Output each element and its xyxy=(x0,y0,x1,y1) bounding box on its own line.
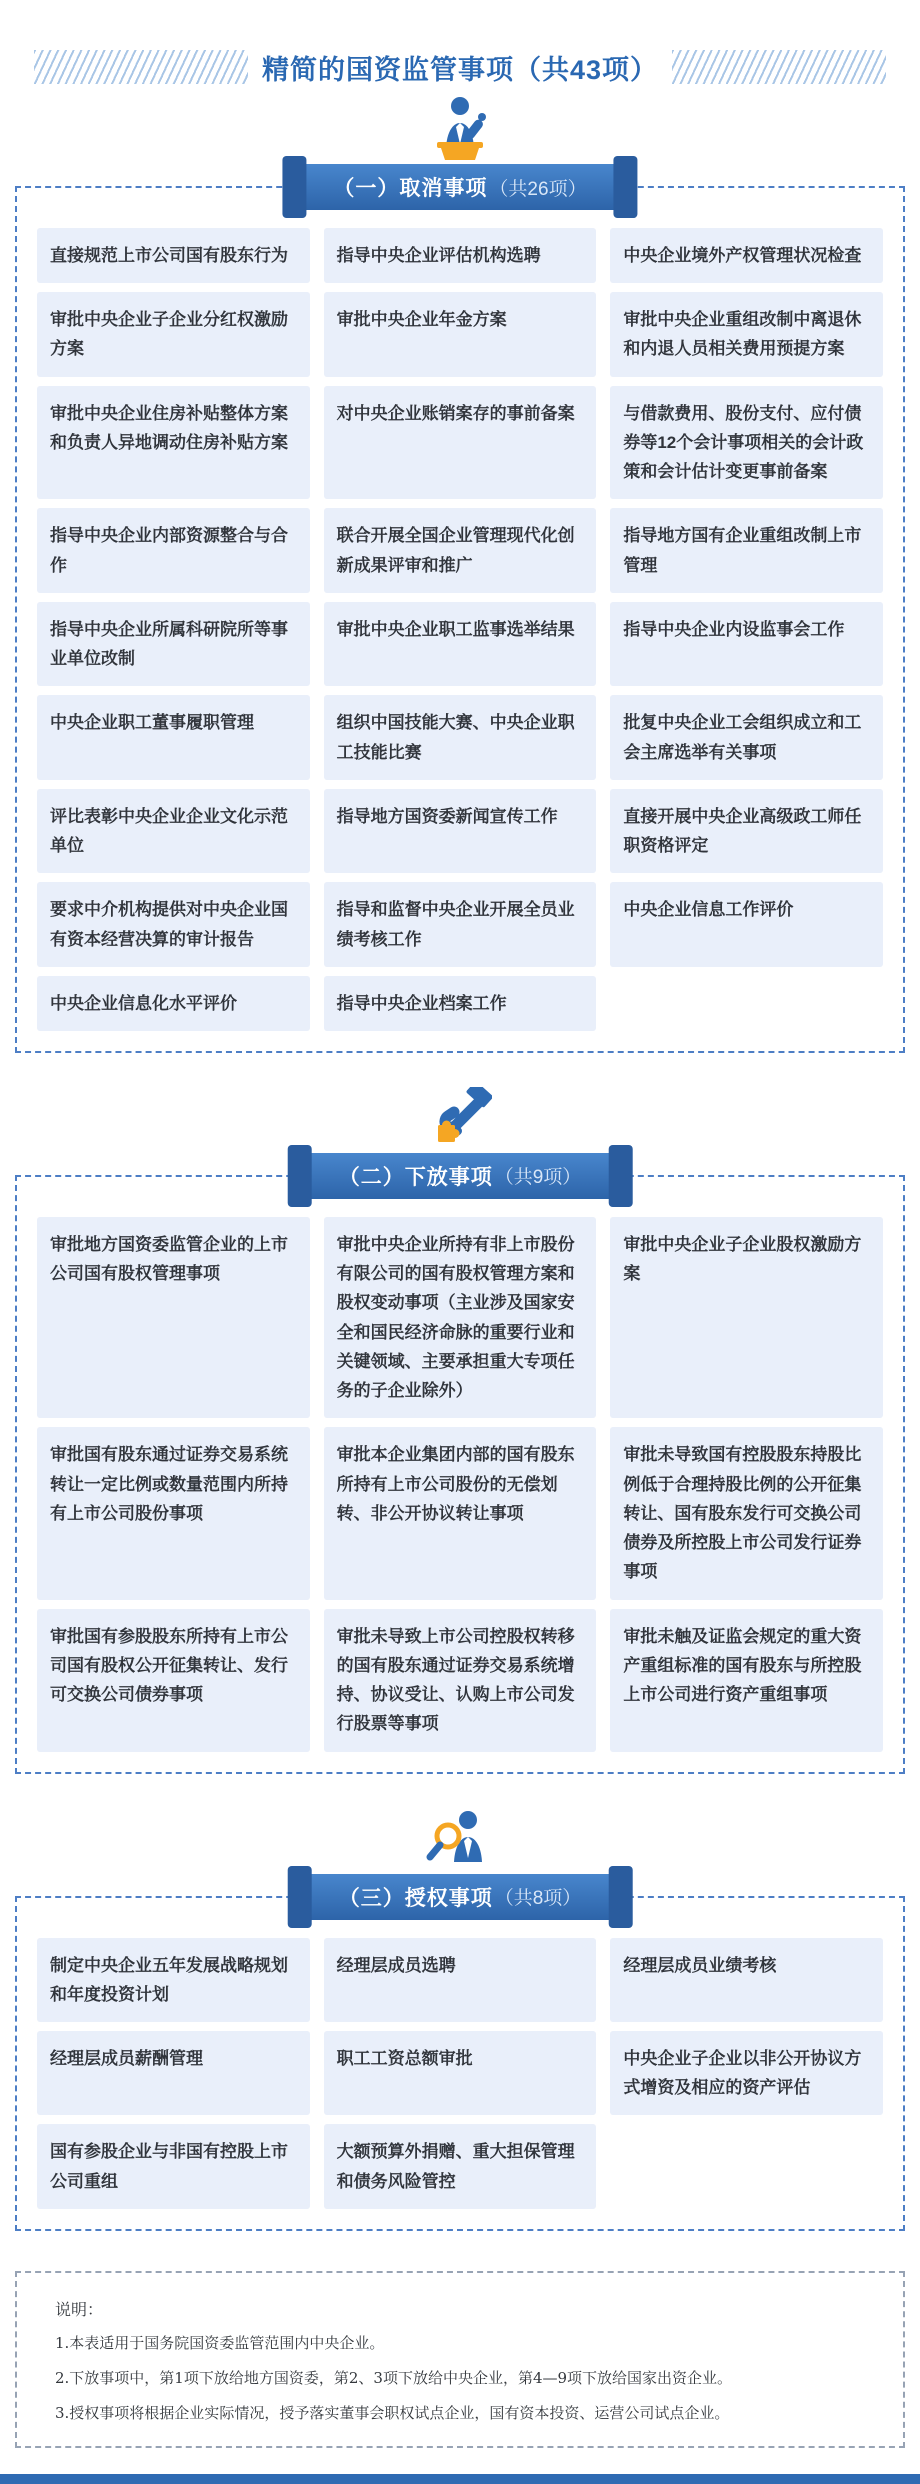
item-cell: 指导中央企业评估机构选聘 xyxy=(324,228,597,283)
item-cell: 职工工资总额审批 xyxy=(324,2031,597,2115)
item-cell: 指导中央企业内部资源整合与合作 xyxy=(37,508,310,592)
footer-bar xyxy=(0,2474,920,2484)
item-cell: 直接规范上市公司国有股东行为 xyxy=(37,228,310,283)
item-cell: 经理层成员薪酬管理 xyxy=(37,2031,310,2115)
item-cell: 审批中央企业住房补贴整体方案和负责人异地调动住房补贴方案 xyxy=(37,386,310,500)
item-cell: 指导中央企业所属科研院所等事业单位改制 xyxy=(37,602,310,686)
item-cell: 审批国有股东通过证券交易系统转让一定比例或数量范围内所持有上市公司股份事项 xyxy=(37,1427,310,1599)
item-cell: 对中央企业账销案存的事前备案 xyxy=(324,386,597,500)
item-cell: 指导地方国有企业重组改制上市管理 xyxy=(610,508,883,592)
items-grid xyxy=(37,228,883,1031)
item-cell: 直接开展中央企业高级政工师任职资格评定 xyxy=(610,789,883,873)
section-panel xyxy=(15,177,905,1053)
ribbon-title: （一）取消事项 xyxy=(333,177,488,200)
item-cell: 指导中央企业内设监事会工作 xyxy=(610,602,883,686)
item-cell: 审批中央企业职工监事选举结果 xyxy=(324,602,597,686)
items-grid xyxy=(37,1217,883,1752)
item-cell: 审批中央企业子企业股权激励方案 xyxy=(610,1217,883,1418)
ribbon-count: （共9项） xyxy=(494,1167,582,1189)
section-ribbon xyxy=(301,1874,620,1920)
magnifier-person-icon xyxy=(422,1808,498,1870)
notes-title: 说明： xyxy=(55,2299,104,2319)
podium-speaker-icon xyxy=(0,96,920,160)
item-cell: 组织中国技能大赛、中央企业职工技能比赛 xyxy=(324,695,597,779)
infographic-root xyxy=(0,46,920,2484)
item-cell: 批复中央企业工会组织成立和工会主席选举有关事项 xyxy=(610,695,883,779)
item-cell: 审批国有参股股东所持有上市公司国有股权公开征集转让、发行可交换公司债券事项 xyxy=(37,1609,310,1752)
ribbon-count: （共26项） xyxy=(489,178,587,200)
hand-puzzle-icon xyxy=(428,1087,492,1149)
item-cell: 审批未导致上市公司控股权转移的国有股东通过证券交易系统增持、协议受让、认购上市公司发行股票等事项 xyxy=(324,1609,597,1752)
page-title: 精简的国资监管事项（共43项） xyxy=(261,54,659,85)
note-line: 1.本表适用于国务院国资委监管范围内中央企业。 xyxy=(55,2333,385,2352)
ribbon-title: （三）授权事项 xyxy=(338,1886,493,1910)
item-cell: 与借款费用、股份支付、应付债券等12个会计事项相关的会计政策和会计估计变更事前备案 xyxy=(610,386,883,500)
item-cell: 中央企业子企业以非公开协议方式增资及相应的资产评估 xyxy=(610,2031,883,2115)
item-cell: 审批中央企业子企业分红权激励方案 xyxy=(37,292,310,376)
section-delegated-items xyxy=(0,1087,920,1774)
item-cell: 要求中介机构提供对中央企业国有资本经营决算的审计报告 xyxy=(37,882,310,966)
item-cell: 审批未导致国有控股股东持股比例低于合理持股比例的公开征集转让、国有股东发行可交换公司债券及所控股上市公司发行证券事项 xyxy=(610,1427,883,1599)
notes-panel xyxy=(15,2271,905,2448)
item-cell: 审批中央企业年金方案 xyxy=(324,292,597,376)
item-cell: 制定中央企业五年发展战略规划和年度投资计划 xyxy=(37,1938,310,2022)
page-header xyxy=(34,46,886,88)
note-line: 2.下放事项中，第1项下放给地方国资委，第2、3项下放给中央企业，第4—9项下放给国家出资企业。 xyxy=(55,2369,733,2388)
item-cell: 国有参股企业与非国有控股上市公司重组 xyxy=(37,2124,310,2208)
item-cell: 经理层成员选聘 xyxy=(324,1938,597,2022)
ribbon-count: （共8项） xyxy=(494,1888,582,1909)
item-cell: 评比表彰中央企业企业文化示范单位 xyxy=(37,789,310,873)
items-grid xyxy=(37,1938,883,2209)
item-cell: 经理层成员业绩考核 xyxy=(610,1938,883,2022)
section-panel xyxy=(15,1886,905,2231)
item-cell: 中央企业信息化水平评价 xyxy=(37,976,310,1031)
item-cell: 指导中央企业档案工作 xyxy=(324,976,597,1031)
item-cell: 联合开展全国企业管理现代化创新成果评审和推广 xyxy=(324,508,597,592)
item-cell: 中央企业境外产权管理状况检查 xyxy=(610,228,883,283)
item-cell: 审批地方国资委监管企业的上市公司国有股权管理事项 xyxy=(37,1217,310,1418)
section-ribbon xyxy=(295,164,624,210)
ribbon-title: （二）下放事项 xyxy=(338,1165,493,1189)
section-cancelled-items xyxy=(0,96,920,1053)
hand-puzzle-icon xyxy=(0,1087,920,1149)
hatch-stripes-right-icon xyxy=(672,50,886,84)
item-cell: 大额预算外捐赠、重大担保管理和债务风险管控 xyxy=(324,2124,597,2208)
item-cell: 审批中央企业重组改制中离退休和内退人员相关费用预提方案 xyxy=(610,292,883,376)
item-cell: 审批中央企业所持有非上市股份有限公司的国有股权管理方案和股权变动事项（主业涉及国家安全和国民经济命脉的重要行业和关键领域、主要承担重大专项任务的子企业除外） xyxy=(324,1217,597,1418)
item-cell: 审批本企业集团内部的国有股东所持有上市公司股份的无偿划转、非公开协议转让事项 xyxy=(324,1427,597,1599)
item-cell: 审批未触及证监会规定的重大资产重组标准的国有股东与所控股上市公司进行资产重组事项 xyxy=(610,1609,883,1752)
item-cell: 指导地方国资委新闻宣传工作 xyxy=(324,789,597,873)
magnifier-person-icon xyxy=(0,1808,920,1870)
podium-speaker-icon xyxy=(422,96,498,160)
item-cell: 中央企业职工董事履职管理 xyxy=(37,695,310,779)
section-panel xyxy=(15,1165,905,1774)
note-line: 3.授权事项将根据企业实际情况，授予落实董事会职权试点企业，国有资本投资、运营公司试点企业。 xyxy=(55,2404,730,2423)
item-cell: 指导和监督中央企业开展全员业绩考核工作 xyxy=(324,882,597,966)
item-cell: 中央企业信息工作评价 xyxy=(610,882,883,966)
hatch-stripes-left-icon xyxy=(34,50,248,84)
section-ribbon xyxy=(301,1153,620,1199)
notes-list xyxy=(55,2332,865,2426)
section-authorized-items xyxy=(0,1808,920,2231)
